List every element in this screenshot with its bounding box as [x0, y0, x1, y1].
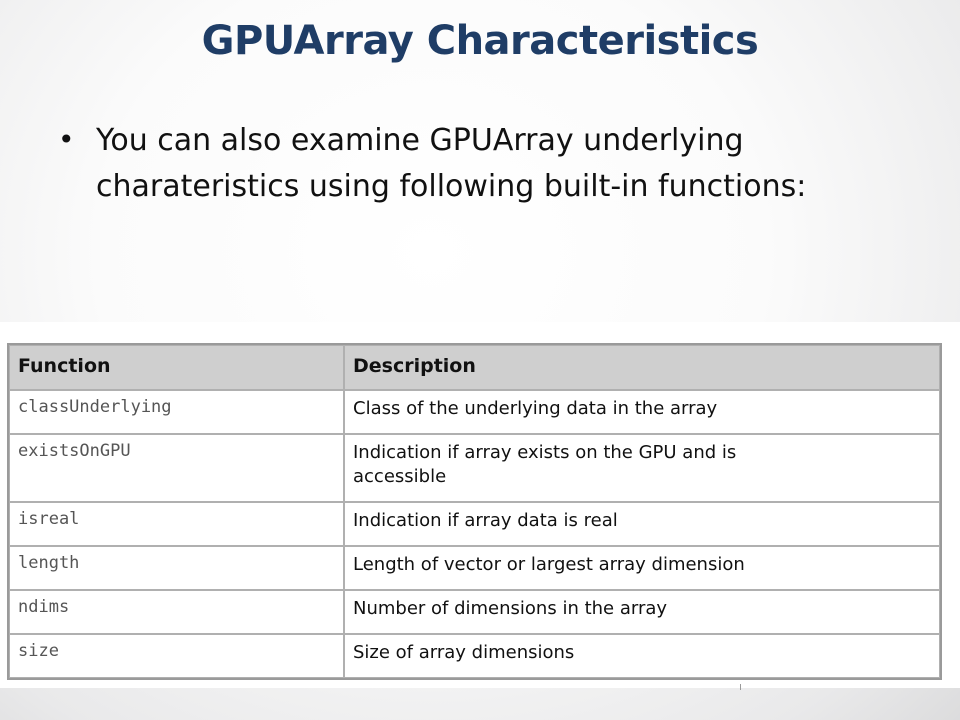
header-function: Function — [9, 345, 344, 390]
slide-title: GPUArray Characteristics — [201, 18, 759, 64]
function-name: size — [9, 634, 344, 678]
table-row — [9, 634, 940, 678]
function-description: Class of the underlying data in the array — [344, 390, 940, 434]
function-table — [7, 343, 942, 680]
decorative-tick — [740, 684, 741, 690]
function-description: Indication if array data is real — [344, 502, 940, 546]
bullet-item — [58, 118, 898, 210]
function-name: isreal — [9, 502, 344, 546]
bullet-text: You can also examine GPUArray underlying charateristics using following built-in functions: — [96, 123, 807, 204]
function-name: existsOnGPU — [9, 434, 344, 502]
function-name: classUnderlying — [9, 390, 344, 434]
table-row — [9, 502, 940, 546]
table-row — [9, 434, 940, 502]
function-description: Length of vector or largest array dimension — [344, 546, 940, 590]
table-header-row — [9, 345, 940, 390]
function-description: Size of array dimensions — [344, 634, 940, 678]
function-name: length — [9, 546, 344, 590]
table-row — [9, 546, 940, 590]
header-description: Description — [344, 345, 940, 390]
function-description: Number of dimensions in the array — [344, 590, 940, 634]
bullet-dot-icon: • — [58, 123, 75, 156]
function-name: ndims — [9, 590, 344, 634]
table-row — [9, 590, 940, 634]
table-row — [9, 390, 940, 434]
function-description: Indication if array exists on the GPU and is accessible — [344, 434, 940, 502]
table-image-panel — [0, 322, 960, 688]
